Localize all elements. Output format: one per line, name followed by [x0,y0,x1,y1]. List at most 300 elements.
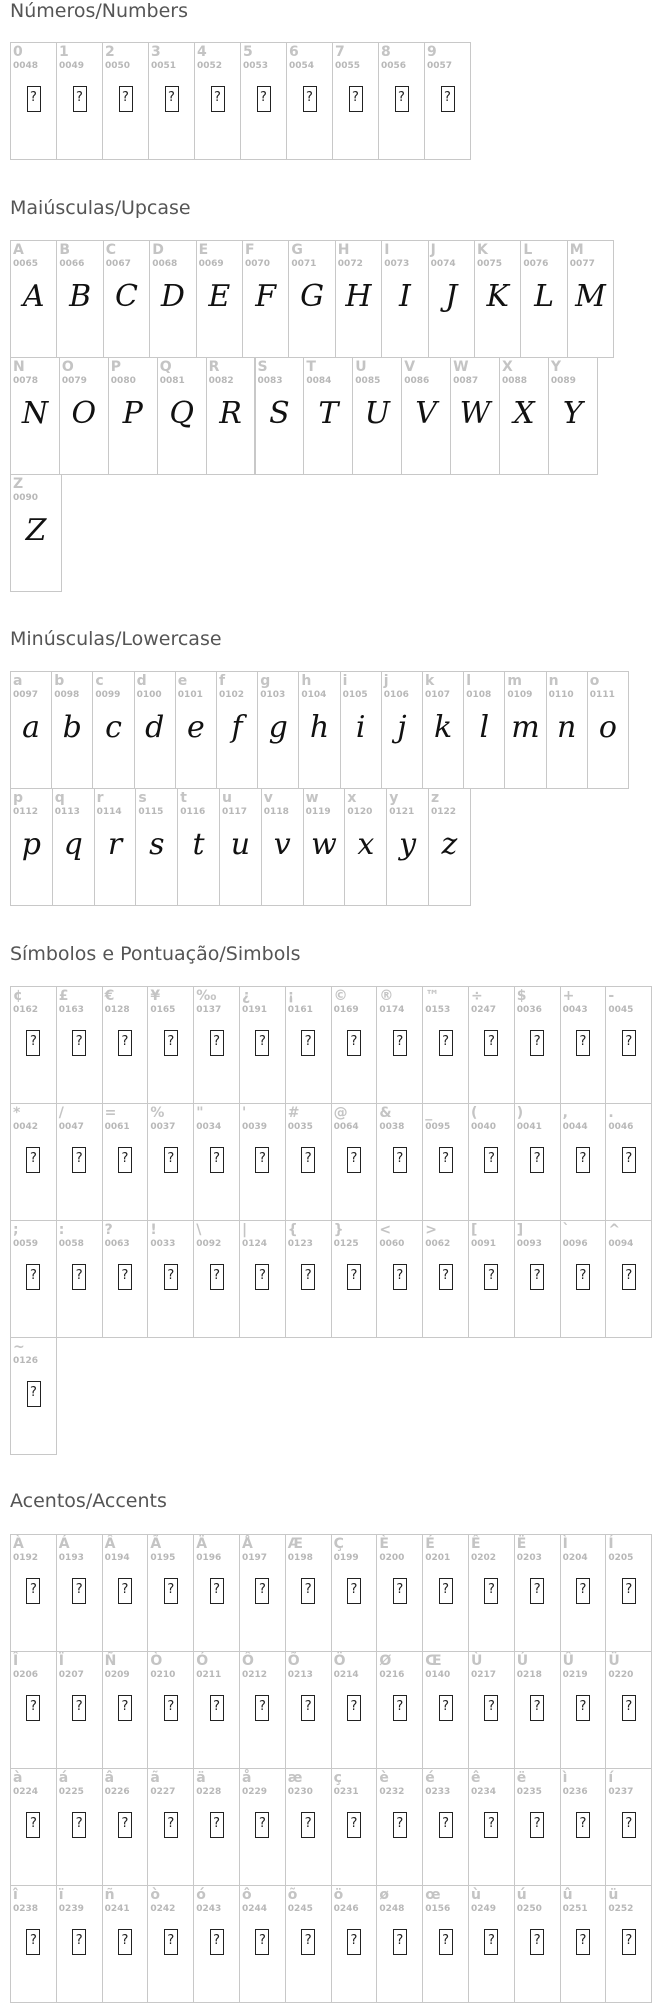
glyph-cell [52,788,95,906]
glyph-sample: h [309,710,330,745]
glyph-code-label: 0238 [13,1904,39,1914]
glyph-cell [376,1103,423,1221]
glyph-cell [376,1651,423,1769]
glyph-char-label: | [242,1222,248,1238]
glyph-cell [56,240,103,358]
glyph-cell [499,357,549,475]
glyph-char-label: G [291,242,303,258]
glyph-code-label: 0153 [425,1005,451,1015]
glyph-code-label: 0113 [54,807,80,817]
missing-glyph-icon [27,1381,41,1407]
glyph-code-label: 0122 [431,807,457,817]
glyph-char-label: Á [58,1536,70,1552]
glyph-char-label: g [260,673,271,689]
glyph-code-label: 0204 [562,1553,588,1563]
glyph-char-label: l [466,673,471,689]
glyph-code-label: 0234 [471,1787,497,1797]
glyph-char-label: ¢ [13,988,23,1004]
glyph-char-label: Ê [471,1536,481,1552]
missing-glyph-icon [622,1264,636,1290]
glyph-char-label: - [608,988,615,1004]
glyph-cell [10,357,60,475]
glyph-code-label: 0049 [59,61,85,71]
glyph-char-label: ; [13,1222,19,1238]
glyph-code-label: 0073 [384,259,410,269]
glyph-char-label: ó [196,1887,206,1903]
missing-glyph-icon [164,1030,178,1056]
glyph-cell [216,671,258,789]
glyph-cell [219,788,262,906]
missing-glyph-icon [576,1812,590,1838]
glyph-code-label: 0224 [13,1787,39,1797]
glyph-code-label: 0125 [333,1239,359,1249]
glyph-cell [422,1768,469,1886]
glyph-cell [102,1651,149,1769]
glyph-char-label: ü [608,1887,619,1903]
missing-glyph-icon [530,1578,544,1604]
missing-glyph-icon [530,1030,544,1056]
glyph-char-label: ~ [13,1339,25,1355]
glyph-code-label: 0199 [333,1553,359,1563]
glyph-cell [605,1885,652,2003]
glyph-char-label: v [263,790,273,806]
glyph-char-label: é [425,1770,435,1786]
section-title-acentos-accents: Acentos/Accents [10,1490,167,1512]
missing-glyph-icon [484,1929,498,1955]
glyph-char-label: ] [516,1222,524,1238]
glyph-cell [10,42,57,160]
glyph-sample: o [598,710,617,745]
glyph-code-label: 0214 [333,1670,359,1680]
glyph-code-label: 0128 [104,1005,130,1015]
missing-glyph-icon [210,1695,224,1721]
glyph-sample: K [486,279,509,314]
missing-glyph-icon [255,1812,269,1838]
glyph-cell [344,788,387,906]
glyph-code-label: 0226 [104,1787,130,1797]
glyph-cell [239,1220,286,1338]
glyph-char-label: ) [516,1105,524,1121]
glyph-code-label: 0106 [383,690,409,700]
glyph-code-label: 0212 [242,1670,268,1680]
glyph-sample: H [345,279,372,314]
glyph-cell [520,240,567,358]
glyph-cell [108,357,158,475]
glyph-char-label: d [136,673,147,689]
glyph-sample: L [534,279,555,314]
glyph-code-label: 0092 [196,1239,222,1249]
glyph-char-label: Û [562,1653,574,1669]
glyph-code-label: 0123 [287,1239,313,1249]
glyph-char-label: H [337,242,350,258]
missing-glyph-icon [210,1264,224,1290]
missing-glyph-icon [118,1812,132,1838]
glyph-cell [422,1220,469,1338]
glyph-code-label: 0217 [471,1670,497,1680]
glyph-cell [240,42,287,160]
glyph-cell [386,788,429,906]
glyph-char-label: K [477,242,488,258]
glyph-char-label: I [384,242,390,258]
glyph-cell [102,1534,149,1652]
glyph-code-label: 0095 [425,1122,451,1132]
glyph-cell [468,1220,515,1338]
glyph-sample: v [273,827,291,862]
glyph-sample: A [22,279,45,314]
glyph-cell [560,1768,607,1886]
glyph-cell [450,357,500,475]
glyph-char-label: 3 [151,44,161,60]
glyph-char-label: O [61,359,74,375]
glyph-cell [331,1220,378,1338]
glyph-code-label: 0060 [379,1239,405,1249]
glyph-sample: D [160,279,185,314]
glyph-cell [10,1768,57,1886]
glyph-cell [193,986,240,1104]
glyph-char-label: ö [333,1887,344,1903]
missing-glyph-icon [301,1264,315,1290]
glyph-cell [102,986,149,1104]
glyph-code-label: 0101 [177,690,203,700]
glyph-char-label: R [208,359,220,375]
glyph-code-label: 0100 [136,690,162,700]
glyph-char-label: ì [562,1770,568,1786]
missing-glyph-icon [576,1578,590,1604]
missing-glyph-icon [484,1812,498,1838]
glyph-char-label: Z [13,476,24,492]
glyph-code-label: 0102 [219,690,245,700]
glyph-cell [514,1220,561,1338]
glyph-char-label: ? [104,1222,113,1238]
missing-glyph-icon [393,1929,407,1955]
glyph-cell [92,671,134,789]
glyph-code-label: 0140 [425,1670,451,1680]
glyph-code-label: 0244 [242,1904,268,1914]
glyph-char-label: < [379,1222,392,1238]
glyph-cell [560,986,607,1104]
glyph-cell [102,1885,149,2003]
missing-glyph-icon [27,86,41,112]
missing-glyph-icon [395,86,409,112]
glyph-cell [288,240,335,358]
glyph-char-label: Ö [333,1653,346,1669]
glyph-char-label: L [523,242,533,258]
glyph-sample: C [115,279,138,314]
glyph-code-label: 0195 [150,1553,176,1563]
glyph-cell [560,1534,607,1652]
glyph-code-label: 0084 [306,376,332,386]
glyph-cell [147,1220,194,1338]
missing-glyph-icon [164,1929,178,1955]
glyph-cell [177,788,220,906]
missing-glyph-icon [347,1695,361,1721]
missing-glyph-icon [72,1147,86,1173]
glyph-code-label: 0245 [287,1904,313,1914]
glyph-code-label: 0058 [58,1239,84,1249]
glyph-cell [10,1534,57,1652]
glyph-char-label: © [333,988,348,1004]
glyph-cell [376,1534,423,1652]
missing-glyph-icon [393,1578,407,1604]
missing-glyph-icon [439,1147,453,1173]
glyph-sample: w [311,827,337,862]
glyph-char-label: / [58,1105,64,1121]
glyph-cell [206,357,256,475]
missing-glyph-icon [255,1578,269,1604]
glyph-code-label: 0236 [562,1787,588,1797]
glyph-cell [331,1885,378,2003]
glyph-code-label: 0120 [347,807,373,817]
glyph-code-label: 0114 [96,807,122,817]
glyph-cell [548,357,598,475]
glyph-char-label: ® [379,988,394,1004]
missing-glyph-icon [210,1030,224,1056]
glyph-cell [56,42,103,160]
glyph-char-label: & [379,1105,392,1121]
glyph-code-label: 0103 [260,690,286,700]
glyph-code-label: 0247 [471,1005,497,1015]
missing-glyph-icon [72,1695,86,1721]
glyph-code-label: 0053 [243,61,269,71]
glyph-code-label: 0209 [104,1670,130,1680]
glyph-cell [193,1768,240,1886]
glyph-cell [605,1768,652,1886]
glyph-char-label: 2 [105,44,115,60]
glyph-code-label: 0078 [13,376,39,386]
glyph-code-label: 0043 [562,1005,588,1015]
missing-glyph-icon [211,86,225,112]
missing-glyph-icon [347,1929,361,1955]
glyph-char-label: e [177,673,188,689]
glyph-char-label: } [333,1222,344,1238]
glyph-cell [285,1103,332,1221]
glyph-code-label: 0072 [337,259,363,269]
missing-glyph-icon [576,1030,590,1056]
glyph-char-label: * [13,1105,21,1121]
glyph-code-label: 0071 [291,259,317,269]
glyph-char-label: D [152,242,164,258]
glyph-code-label: 0077 [569,259,595,269]
glyph-sample: S [269,396,290,431]
glyph-char-label: 9 [427,44,437,60]
glyph-sample: y [399,827,417,862]
glyph-char-label: ä [196,1770,206,1786]
glyph-code-label: 0067 [105,259,131,269]
glyph-cell [147,1534,194,1652]
glyph-char-label: Î [13,1653,19,1669]
glyph-cell [340,671,382,789]
glyph-cell [560,1220,607,1338]
glyph-cell [335,240,382,358]
glyph-sample: F [255,279,277,314]
missing-glyph-icon [255,1264,269,1290]
missing-glyph-icon [118,1929,132,1955]
glyph-char-label: ë [516,1770,527,1786]
missing-glyph-icon [26,1695,40,1721]
glyph-char-label: s [138,790,147,806]
section-title-minusculas-lowercase: Minúsculas/Lowercase [10,628,222,650]
glyph-char-label: € [104,988,115,1004]
glyph-char-label: Ñ [104,1653,117,1669]
glyph-cell [59,357,109,475]
glyph-cell [196,240,243,358]
missing-glyph-icon [439,1264,453,1290]
glyph-cell [514,1768,561,1886]
glyph-cell [560,1103,607,1221]
missing-glyph-icon [301,1929,315,1955]
missing-glyph-icon [164,1264,178,1290]
glyph-code-label: 0202 [471,1553,497,1563]
missing-glyph-icon [347,1264,361,1290]
glyph-code-label: 0056 [381,61,407,71]
glyph-code-label: 0080 [110,376,136,386]
glyph-cell [10,1885,57,2003]
glyph-char-label: F [245,242,255,258]
glyph-cell [560,1885,607,2003]
glyph-cell [381,671,423,789]
glyph-code-label: 0039 [242,1122,268,1132]
glyph-char-label: À [13,1536,24,1552]
glyph-cell [331,986,378,1104]
missing-glyph-icon [622,1030,636,1056]
glyph-char-label: ã [150,1770,160,1786]
glyph-cell [56,1651,103,1769]
glyph-cell [149,240,196,358]
glyph-code-label: 0237 [608,1787,634,1797]
missing-glyph-icon [349,86,363,112]
glyph-code-label: 0069 [198,259,224,269]
glyph-code-label: 0068 [152,259,178,269]
glyph-code-label: 0087 [453,376,479,386]
glyph-sample: G [300,279,325,314]
glyph-char-label: B [59,242,71,258]
glyph-cell [332,42,379,160]
glyph-sample: Z [25,513,47,548]
glyph-code-label: 0230 [287,1787,313,1797]
missing-glyph-icon [347,1812,361,1838]
glyph-cell [255,357,305,475]
glyph-char-label: ÷ [471,988,483,1004]
glyph-sample: n [557,710,577,745]
missing-glyph-icon [255,1929,269,1955]
section-title-maiusculas-upcase: Maiúsculas/Upcase [10,197,191,219]
missing-glyph-icon [255,1147,269,1173]
glyph-cell [285,1534,332,1652]
missing-glyph-icon [484,1695,498,1721]
glyph-cell [331,1534,378,1652]
glyph-char-label: ™ [425,988,440,1004]
glyph-cell [94,788,137,906]
glyph-cell [102,1768,149,1886]
glyph-cell [298,671,340,789]
glyph-cell [157,357,207,475]
glyph-char-label: Â [104,1536,116,1552]
glyph-sample: a [22,710,41,745]
missing-glyph-icon [530,1812,544,1838]
glyph-char-label: % [150,1105,165,1121]
glyph-char-label: 5 [243,44,253,60]
glyph-char-label: æ [287,1770,303,1786]
missing-glyph-icon [530,1147,544,1173]
glyph-char-label: = [104,1105,117,1121]
glyph-char-label: Q [159,359,172,375]
glyph-cell [546,671,588,789]
glyph-sample: g [268,710,288,745]
missing-glyph-icon [484,1147,498,1173]
glyph-cell [468,986,515,1104]
glyph-cell [378,42,425,160]
missing-glyph-icon [164,1147,178,1173]
glyph-char-label: y [389,790,399,806]
glyph-cell [514,1103,561,1221]
glyph-cell [331,1651,378,1769]
glyph-char-label: 7 [335,44,345,60]
glyph-char-label: ` [562,1222,570,1238]
missing-glyph-icon [576,1264,590,1290]
glyph-cell [331,1768,378,1886]
glyph-cell [56,986,103,1104]
glyph-code-label: 0252 [608,1904,634,1914]
glyph-cell [103,240,150,358]
glyph-char-label: ^ [608,1222,621,1238]
glyph-code-label: 0163 [58,1005,84,1015]
glyph-cell [422,1885,469,2003]
glyph-code-label: 0036 [516,1005,542,1015]
glyph-code-label: 0174 [379,1005,405,1015]
glyph-sample: J [445,279,458,314]
glyph-cell [468,1103,515,1221]
glyph-code-label: 0203 [516,1553,542,1563]
glyph-code-label: 0034 [196,1122,222,1132]
glyph-char-label: Ã [150,1536,162,1552]
glyph-char-label: Ù [471,1653,483,1669]
glyph-cell [10,1337,57,1455]
glyph-code-label: 0098 [54,690,80,700]
glyph-cell [424,42,471,160]
missing-glyph-icon [576,1929,590,1955]
missing-glyph-icon [118,1578,132,1604]
glyph-cell [381,240,428,358]
glyph-code-label: 0232 [379,1787,405,1797]
glyph-code-label: 0097 [13,690,39,700]
glyph-code-label: 0033 [150,1239,176,1249]
glyph-cell [239,1103,286,1221]
glyph-char-label: Ô [242,1653,254,1669]
missing-glyph-icon [72,1264,86,1290]
missing-glyph-icon [73,86,87,112]
glyph-char-label: w [305,790,319,806]
glyph-cell [193,1534,240,1652]
glyph-sample: f [231,710,243,745]
glyph-code-label: 0169 [333,1005,359,1015]
glyph-sample: e [187,710,205,745]
glyph-sample: b [62,710,82,745]
glyph-cell [147,986,194,1104]
glyph-char-label: ú [516,1887,527,1903]
glyph-cell [560,1651,607,1769]
missing-glyph-icon [576,1695,590,1721]
glyph-sample: N [21,396,49,431]
glyph-cell [567,240,614,358]
glyph-sample: V [415,396,437,431]
glyph-char-label: S [257,359,268,375]
glyph-code-label: 0192 [13,1553,39,1563]
glyph-code-label: 0200 [379,1553,405,1563]
glyph-code-label: 0089 [550,376,576,386]
glyph-char-label: E [198,242,209,258]
glyph-char-label: n [548,673,559,689]
glyph-cell [474,240,521,358]
